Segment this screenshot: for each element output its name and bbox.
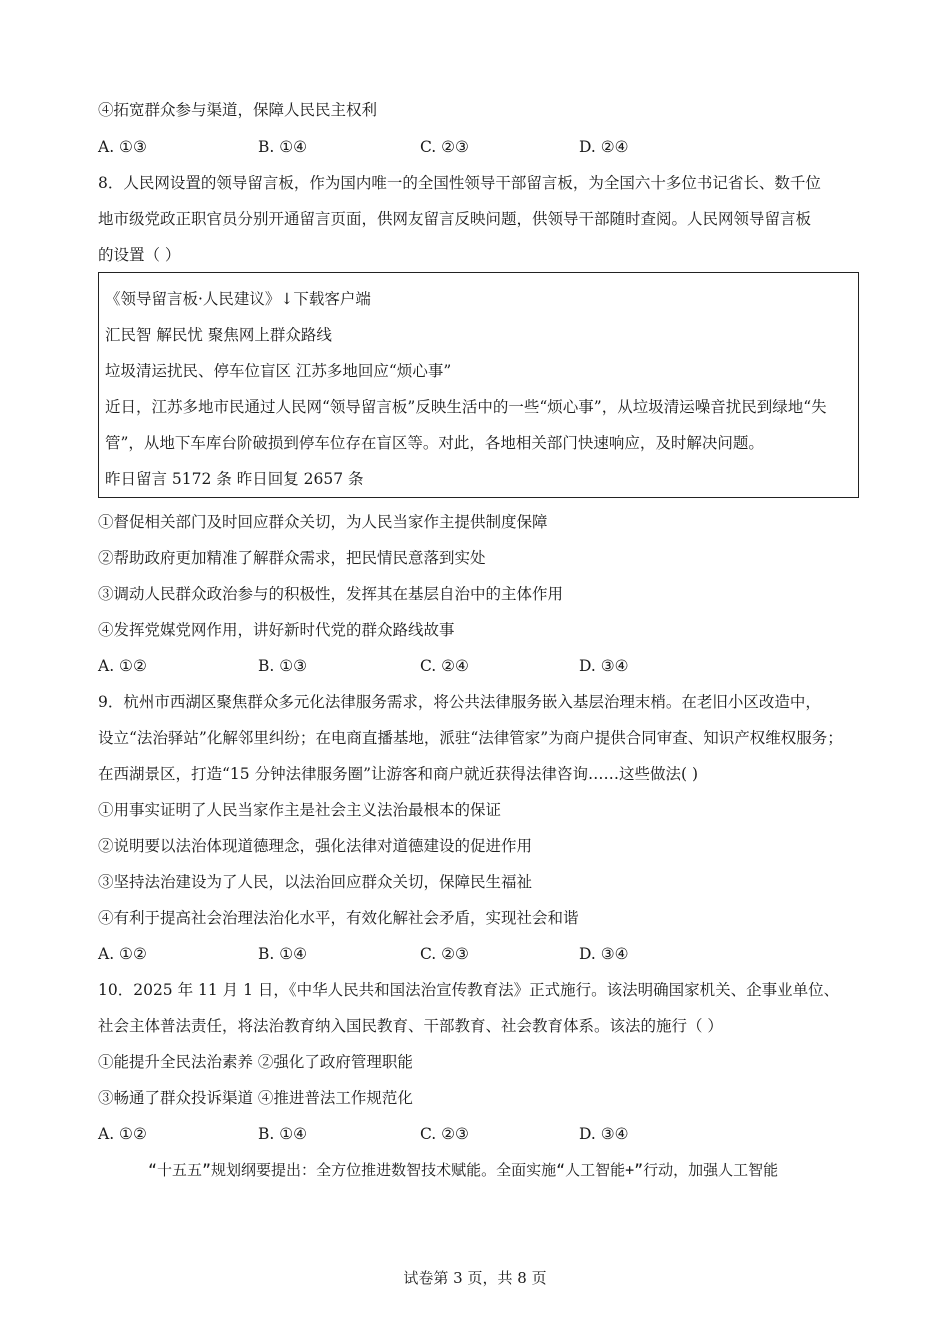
q7-option-b: B. ①④ [258, 138, 308, 156]
q9-item-2: ②说明要以法治体现道德理念，强化法律对道德建设的促进作用 [98, 837, 533, 855]
q10-stem-line-1: 10．2025 年 11 月 1 日，《中华人民共和国法治宣传教育法》正式施行。该法明确国家机关、企事业单位、 [98, 981, 840, 999]
q10-options [98, 1124, 858, 1144]
q10-option-c: C. ②③ [420, 1125, 469, 1143]
q9-item-3: ③坚持法治建设为了人民，以法治回应群众关切，保障民生福祉 [98, 873, 533, 891]
q9-option-c: C. ②③ [420, 945, 469, 963]
q9-options [98, 944, 858, 964]
q10-option-a: A. ①② [98, 1125, 147, 1143]
q7-option-d: D. ②④ [579, 138, 629, 156]
q10-items-row-2: ③畅通了群众投诉渠道 ④推进普法工作规范化 [98, 1089, 413, 1107]
q8-stem-line-1: 8．人民网设置的领导留言板，作为国内唯一的全国性领导干部留言板，为全国六十多位书记省长、数千位 [98, 174, 821, 192]
page-footer: 试卷第 3 页，共 8 页 [403, 1269, 547, 1287]
q9-stem-line-3: 在西湖景区，打造“15 分钟法律服务圈”让游客和商户就近获得法律咨询……这些做法( ) [98, 765, 699, 783]
q8-option-d: D. ③④ [579, 657, 629, 675]
q7-options [98, 137, 858, 157]
q8-options [98, 656, 858, 676]
box-line-headline: 垃圾清运扰民、停车位盲区 江苏多地回应“烦心事” [105, 362, 452, 380]
q8-stem-line-2: 地市级党政正职官员分别开通留言页面，供网友留言反映问题，供领导干部随时查阅。人民网领导留言板 [98, 210, 812, 228]
box-line-stats: 昨日留言 5172 条 昨日回复 2657 条 [105, 470, 364, 488]
q8-item-3: ③调动人民群众政治参与的积极性，发挥其在基层自治中的主体作用 [98, 585, 564, 603]
q9-item-1: ①用事实证明了人民当家作主是社会主义法治最根本的保证 [98, 801, 502, 819]
q8-option-b: B. ①③ [258, 657, 308, 675]
q10-option-b: B. ①④ [258, 1125, 308, 1143]
q9-stem-line-2: 设立“法治驿站”化解邻里纠纷；在电商直播基地，派驻“法律管家”为商户提供合同审查、知识产权维权服务； [98, 729, 843, 747]
q10-option-d: D. ③④ [579, 1125, 629, 1143]
q8-stem-line-3: 的设置（ ） [98, 246, 181, 264]
box-line-slogan: 汇民智 解民忧 聚焦网上群众路线 [105, 326, 332, 344]
q9-option-b: B. ①④ [258, 945, 308, 963]
q10-stem-line-2: 社会主体普法责任，将法治教育纳入国民教育、干部教育、社会教育体系。该法的施行（ ） [98, 1017, 723, 1035]
q10-items-row-1: ①能提升全民法治素养 ②强化了政府管理职能 [98, 1053, 413, 1071]
q9-item-4: ④有利于提高社会治理法治化水平，有效化解社会矛盾，实现社会和谐 [98, 909, 579, 927]
q8-item-1: ①督促相关部门及时回应群众关切，为人民当家作主提供制度保障 [98, 513, 548, 531]
next-material-line: “十五五”规划纲要提出：全方位推进数智技术赋能。全面实施“人工智能+”行动，加强人工智能 [148, 1161, 779, 1179]
box-line-body-2: 管”，从地下车库台阶破损到停车位存在盲区等。对此，各地相关部门快速响应，及时解决问题。 [105, 434, 764, 452]
box-line-body-1: 近日，江苏多地市民通过人民网“领导留言板”反映生活中的一些“烦心事”，从垃圾清运噪音扰民到绿地“失 [105, 398, 827, 416]
box-line-title: 《领导留言板·人民建议》↓下载客户端 [105, 290, 371, 308]
q9-stem-line-1: 9．杭州市西湖区聚焦群众多元化法律服务需求，将公共法律服务嵌入基层治理末梢。在老旧小区改造中， [98, 693, 821, 711]
q8-item-2: ②帮助政府更加精准了解群众需求，把民情民意落到实处 [98, 549, 486, 567]
q7-item-4: ④拓宽群众参与渠道，保障人民民主权利 [98, 101, 378, 119]
q8-material-box [98, 272, 859, 498]
q9-option-d: D. ③④ [579, 945, 629, 963]
q8-option-a: A. ①② [98, 657, 147, 675]
q7-option-c: C. ②③ [420, 138, 469, 156]
q9-option-a: A. ①② [98, 945, 147, 963]
q7-option-a: A. ①③ [98, 138, 147, 156]
q8-option-c: C. ②④ [420, 657, 469, 675]
q8-item-4: ④发挥党媒党网作用，讲好新时代党的群众路线故事 [98, 621, 455, 639]
